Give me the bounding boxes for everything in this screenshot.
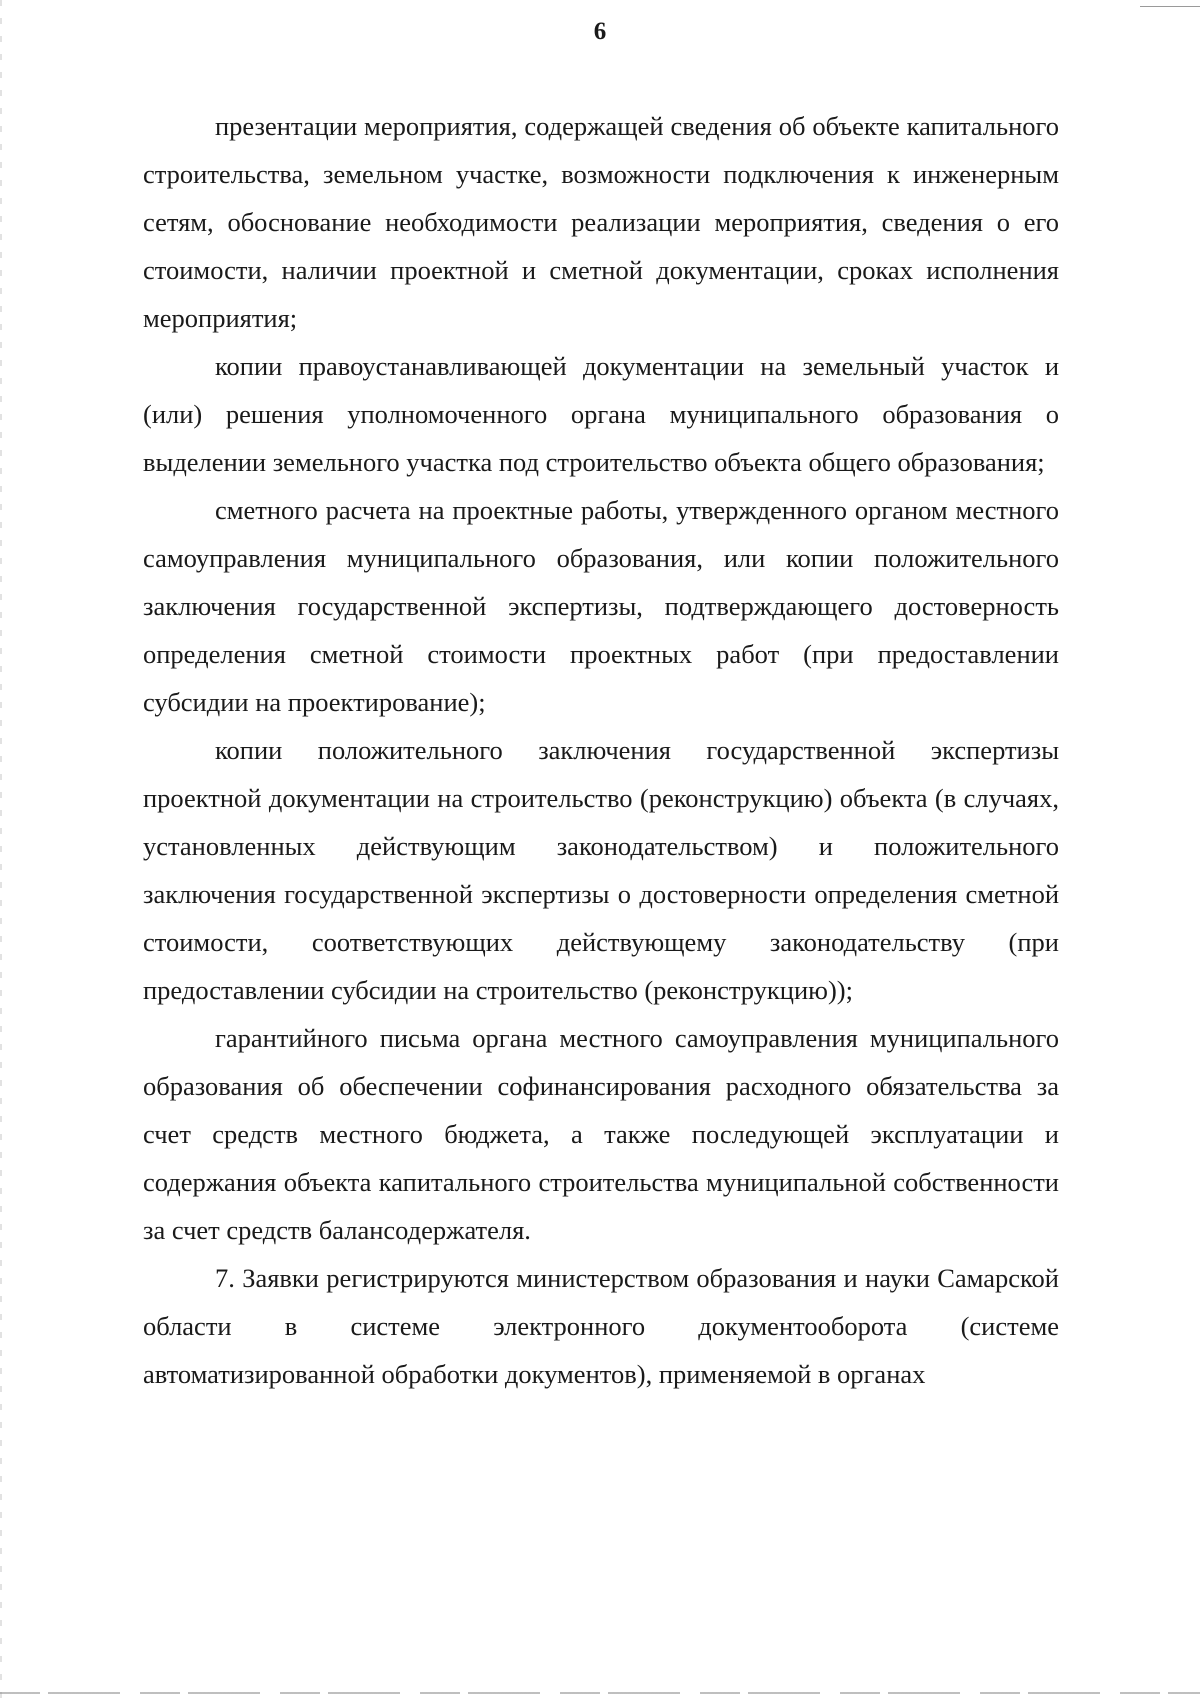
scan-artifact-top [1140,6,1200,7]
paragraph-land-documents: копии правоустанавливающей документации на земельный участок и (или) решения уполномоченного органа муниципального образования о выделении земельного участка под строительство объекта общего образования; [143,351,1059,477]
paragraph-guarantee-letter: гарантийного письма органа местного самоуправления муниципального образования об обеспечении софинансирования расходного обязательства за счет средств местного бюджета, а также последующей эксплуатации и содержания объекта капитального строительства муниципальной собственности за счет средств балансодержателя. [143,1023,1059,1245]
paragraph-cost-estimate: сметного расчета на проектные работы, утвержденного органом местного самоуправления муниципального образования, или копии положительного заключения государственной экспертизы, подтверждающего достоверность определения сметной стоимости проектных работ (при предоставлении субсидии на проектирование); [143,495,1059,717]
paragraph-application-registration: 7. Заявки регистрируются министерством образования и науки Самарской области в системе электронного документооборота (системе автоматизированной обработки документов), применяемой в органах [143,1263,1059,1389]
scan-artifact-left-edge [0,0,2,1706]
paragraph-state-expertise: копии положительного заключения государственной экспертизы проектной документации на строительство (реконструкцию) объекта (в случаях, установленных действующим законодательством) и положительного заключения государственной экспертизы о достоверности определения сметной стоимости, соответствующих действующему законодательству (при предоставлении субсидии на строительство (реконструкцию)); [143,735,1059,1005]
document-body [143,102,1059,1398]
paragraph-presentation: презентации мероприятия, содержащей сведения об объекте капитального строительства, земельном участке, возможности подключения к инженерным сетям, обоснование необходимости реализации мероприятия, сведения о его стоимости, наличии проектной и сметной документации, сроках исполнения мероприятия; [143,111,1059,333]
page-number: 6 [593,18,607,45]
scan-artifact-bottom [0,1692,1200,1694]
